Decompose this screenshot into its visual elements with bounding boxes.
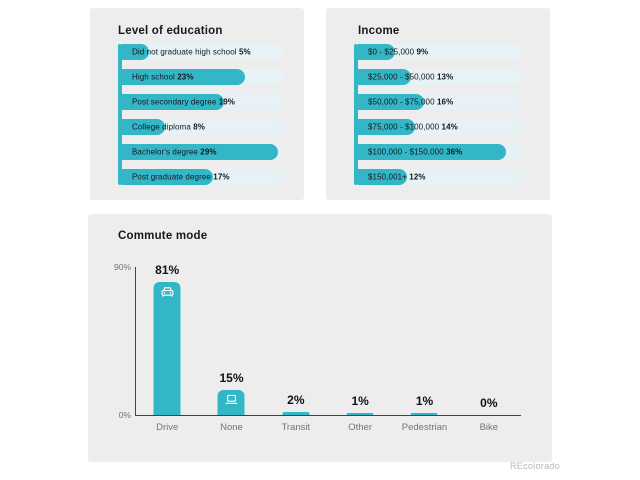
bar-label [368, 148, 462, 157]
commute-title: Commute mode [118, 230, 208, 242]
bar-value-text: 17% [213, 172, 230, 182]
laptop-icon [225, 394, 238, 405]
bar-value-label: 15% [219, 371, 244, 385]
bar-category-text: College diploma [132, 122, 194, 132]
bar-category-text: $150,001+ [368, 172, 410, 182]
commute-slot [135, 263, 199, 433]
commute-bar [282, 412, 309, 415]
income-chart [354, 44, 463, 194]
bar-value-text: 19% [218, 97, 236, 107]
bar-label [132, 48, 251, 57]
commute-bar [218, 390, 245, 415]
bar-value-label: 2% [287, 393, 305, 407]
education-title: Level of education [118, 25, 223, 37]
bar-label [132, 173, 230, 182]
income-title: Income [358, 25, 400, 37]
chart-axis-strip [354, 44, 358, 185]
bar-category-text: Post graduate degree [132, 172, 214, 182]
bar-label [368, 73, 453, 82]
bar-category-text: $75,000 - $100,000 [368, 122, 442, 132]
bar-label [368, 98, 453, 107]
bar-value-text: 5% [238, 47, 251, 57]
commute-chart [88, 214, 552, 462]
bar-value-text: 16% [436, 97, 454, 107]
bar-label [368, 48, 428, 57]
bar-category-text: Bachelor's degree [132, 147, 201, 157]
commute-panel [88, 214, 552, 462]
bar-value-text: 29% [200, 147, 217, 157]
bar-label [132, 123, 205, 132]
commute-slot [328, 267, 392, 433]
commute-bar [154, 282, 181, 415]
bar-category-text: High school [132, 72, 178, 82]
education-panel [90, 8, 304, 200]
bar-label [368, 173, 426, 182]
bar-value-text: 9% [416, 47, 429, 57]
bar-category-text: Did not graduate high school [132, 47, 239, 57]
bar-value-label: 1% [351, 394, 369, 408]
bar-label [368, 123, 458, 132]
bar-value-label: 0% [480, 396, 498, 410]
category-label: Pedestrian [401, 422, 448, 433]
income-panel [326, 8, 550, 200]
category-label: Transit [281, 422, 311, 433]
bar-value-label: 1% [415, 394, 434, 408]
commute-plot-area [135, 263, 521, 433]
bar-label [132, 148, 217, 157]
category-label: Drive [156, 422, 179, 433]
y-axis-tick-max: 90% [113, 262, 131, 272]
bar-category-text: $0 - $25,000 [368, 47, 417, 57]
bar-value-text: 23% [177, 72, 194, 82]
bar-label [132, 73, 194, 82]
bar-category-text: $25,000 - $50,000 [368, 72, 437, 82]
education-chart [118, 44, 251, 194]
bar-category-text: $100,000 - $150,000 [368, 147, 447, 157]
category-label: Bike [479, 422, 499, 433]
bar-category-text: $50,000 - $75,000 [368, 97, 437, 107]
commute-slot [264, 267, 328, 433]
commute-bar [347, 413, 374, 415]
category-label: None [220, 422, 243, 433]
y-axis-tick-min: 0% [118, 410, 131, 420]
commute-slot [392, 267, 456, 433]
commute-slot [457, 267, 521, 433]
bar-value-text: 8% [193, 122, 205, 132]
commute-bar [411, 413, 438, 415]
bar-label [132, 98, 235, 107]
bar-value-text: 36% [446, 147, 463, 157]
bar-value-text: 13% [436, 72, 454, 82]
car-icon [160, 286, 174, 298]
bar-value-text: 12% [409, 172, 426, 182]
category-label: Other [348, 422, 373, 433]
chart-axis-strip [118, 44, 122, 185]
watermark: REcolorado [509, 461, 560, 471]
bar-category-text: Post secondary degree [132, 97, 219, 107]
commute-slot [199, 267, 263, 433]
x-axis-line [135, 415, 521, 416]
bar-value-text: 14% [441, 122, 458, 132]
bar-value-label: 81% [155, 263, 180, 277]
